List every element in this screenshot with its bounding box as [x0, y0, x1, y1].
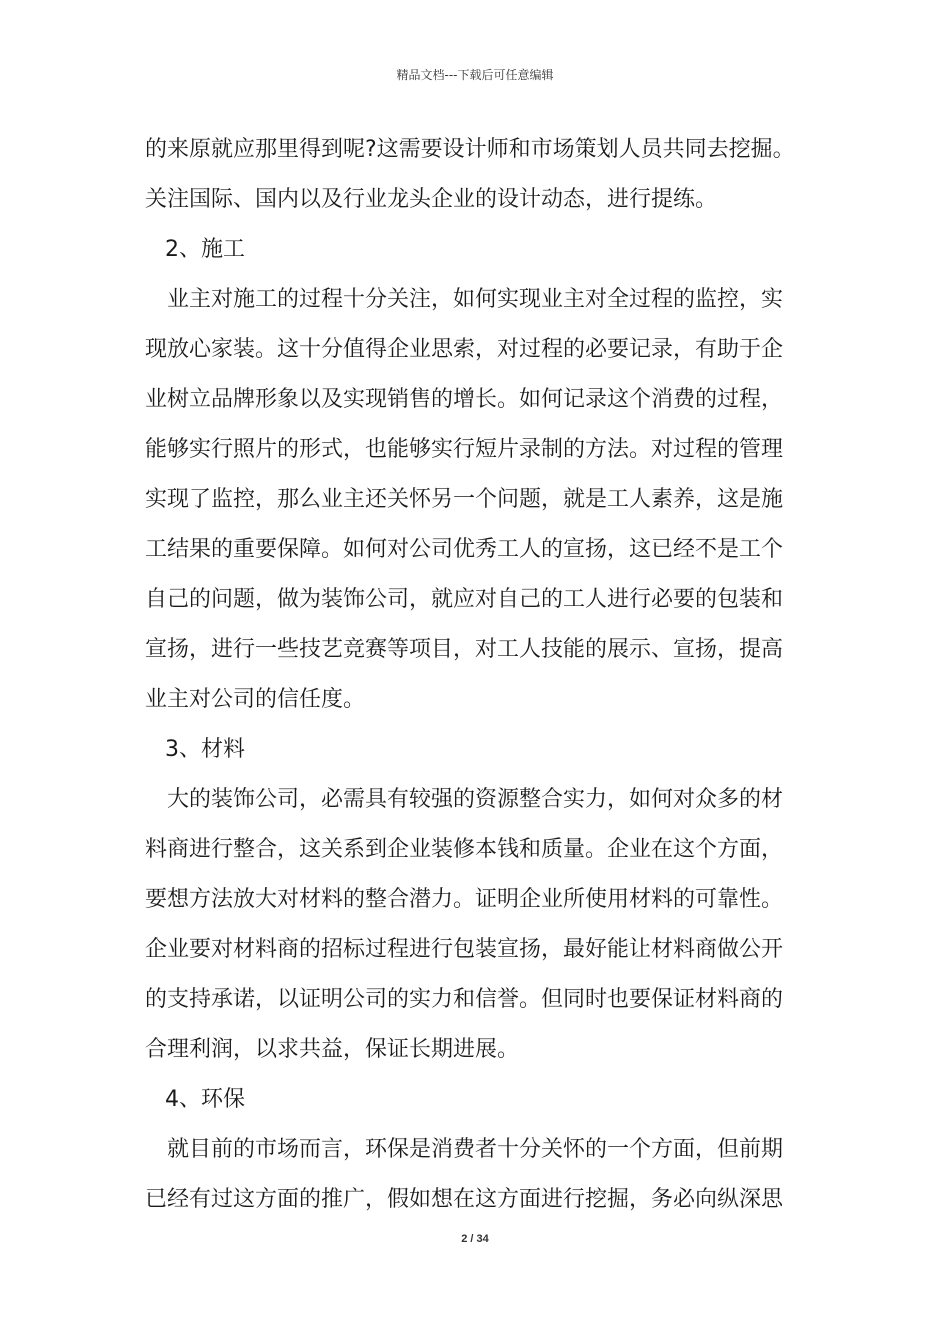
paragraph-first-line: 业主对施工的过程十分关注，如何实现业主对全过程的监控，实	[167, 287, 784, 312]
body-line: 的来原就应那里得到呢?这需要设计师和市场策划人员共同去挖掘。	[145, 137, 795, 162]
body-line: 料商进行整合，这关系到企业装修本钱和质量。企业在这个方面，	[145, 837, 784, 862]
body-line: 工结果的重要保障。如何对公司优秀工人的宣扬，这已经不是工个	[145, 537, 784, 562]
body-line: 的支持承诺，以证明公司的实力和信誉。但同时也要保证材料商的	[145, 987, 784, 1012]
paragraph-first-line: 大的装饰公司，必需具有较强的资源整合实力，如何对众多的材	[167, 787, 784, 812]
section-heading-materials: 3、材料	[165, 737, 245, 762]
body-line: 自己的问题，做为装饰公司，就应对自己的工人进行必要的包装和	[145, 587, 784, 612]
page-header: 精品文档---下载后可任意编辑	[396, 68, 554, 82]
body-line: 能够实行照片的形式，也能够实行短片录制的方法。对过程的管理	[145, 437, 784, 462]
page-number: 2 / 34	[461, 1233, 489, 1245]
body-line: 宣扬，进行一些技艺竞赛等项目，对工人技能的展示、宣扬，提高	[145, 637, 784, 662]
body-line: 关注国际、国内以及行业龙头企业的设计动态，进行提练。	[145, 187, 718, 212]
body-line: 现放心家装。这十分值得企业思索，对过程的必要记录，有助于企	[145, 337, 784, 362]
body-line: 已经有过这方面的推广，假如想在这方面进行挖掘，务必向纵深思	[145, 1187, 784, 1212]
body-line: 合理利润，以求共益，保证长期进展。	[145, 1037, 520, 1062]
section-heading-environment: 4、环保	[165, 1087, 245, 1112]
body-line: 要想方法放大对材料的整合潜力。证明企业所使用材料的可靠性。	[145, 887, 784, 912]
body-line: 实现了监控，那么业主还关怀另一个问题，就是工人素养，这是施	[145, 487, 784, 512]
body-line: 业主对公司的信任度。	[145, 687, 366, 712]
body-line: 企业要对材料商的招标过程进行包装宣扬，最好能让材料商做公开	[145, 937, 784, 962]
document-body	[145, 132, 810, 1232]
section-heading-construction: 2、施工	[165, 237, 245, 262]
body-line: 业树立品牌形象以及实现销售的增长。如何记录这个消费的过程，	[145, 387, 784, 412]
paragraph-first-line: 就目前的市场而言，环保是消费者十分关怀的一个方面，但前期	[167, 1137, 784, 1162]
